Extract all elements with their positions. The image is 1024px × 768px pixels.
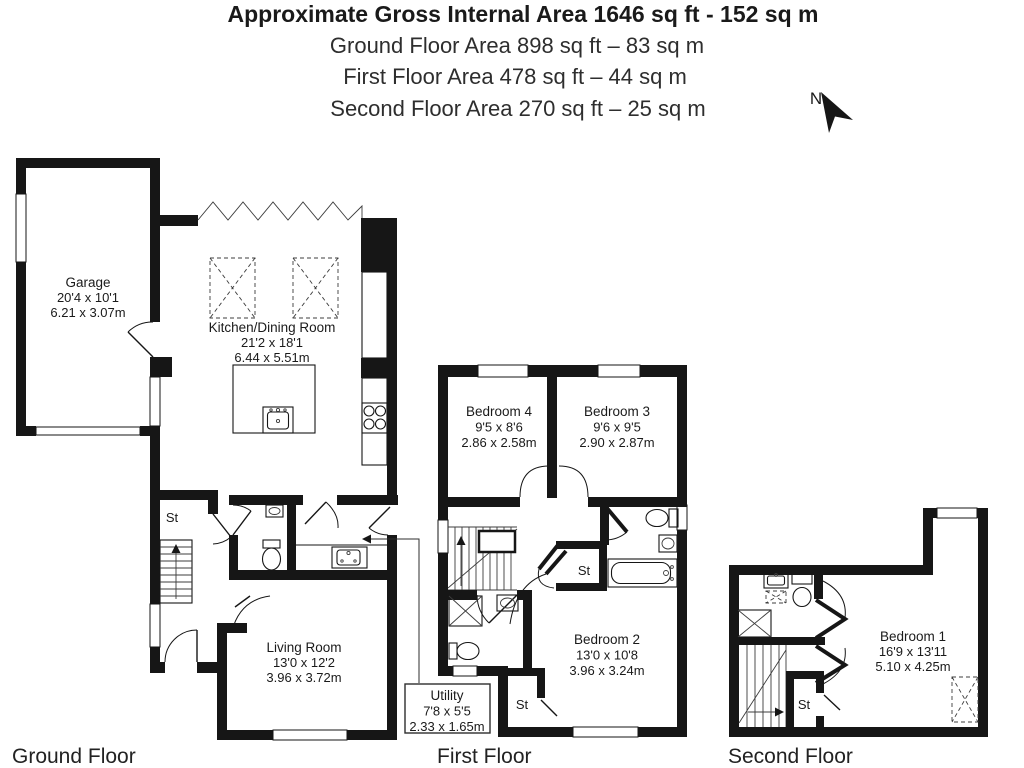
right-arrow-icon <box>775 708 784 717</box>
wall <box>816 671 824 693</box>
wall <box>588 497 687 507</box>
opening <box>150 377 160 426</box>
zigzag-opening <box>198 202 362 220</box>
wall <box>16 158 26 194</box>
door-arc <box>559 466 588 497</box>
sink-icon <box>659 535 677 552</box>
wall <box>361 358 397 378</box>
room-dim-metric: 3.96 x 3.24m <box>569 663 645 678</box>
north-indicator <box>810 89 853 133</box>
wall <box>150 436 160 497</box>
wall <box>923 508 937 518</box>
rooflight <box>952 677 978 722</box>
wall <box>498 666 508 737</box>
wall <box>729 727 988 737</box>
room-dim-metric: 6.44 x 5.51m <box>234 350 310 365</box>
door-leaf <box>213 514 231 537</box>
stairwell-void <box>479 531 515 552</box>
room-name: Bedroom 1 <box>879 629 947 644</box>
wall <box>337 495 398 505</box>
sink-icon <box>764 573 788 588</box>
wall <box>208 500 218 514</box>
up-arrow-icon <box>457 536 466 545</box>
wall <box>816 716 824 737</box>
room-name: Bedroom 4 <box>465 404 533 419</box>
door-arc <box>606 532 627 540</box>
door-arc <box>128 322 153 332</box>
toilet-icon <box>449 643 479 660</box>
first-floor-plan <box>405 365 687 768</box>
wall <box>814 575 823 599</box>
wall <box>150 357 172 377</box>
shower-icon <box>738 610 771 637</box>
wall <box>547 377 557 498</box>
toilet-icon <box>646 509 678 527</box>
wall <box>438 553 448 676</box>
room-dim-metric: 2.86 x 2.58m <box>461 435 537 450</box>
wall <box>786 671 794 737</box>
room-dim-imperial: 21'2 x 18'1 <box>240 335 304 350</box>
door-leaf <box>824 695 840 710</box>
store-label: St <box>797 697 811 712</box>
room-name: Living Room <box>266 640 342 655</box>
room-dim-imperial: 9'5 x 8'6 <box>475 419 523 435</box>
first-floor-caption: First Floor <box>437 745 532 768</box>
room-name: Utility <box>430 688 464 703</box>
area-line-ground: Ground Floor Area 898 sq ft – 83 sq m <box>329 33 705 58</box>
wall <box>347 730 397 740</box>
wall <box>140 426 160 436</box>
room-dim-metric: 3.96 x 3.72m <box>266 670 342 685</box>
left-arrow-icon <box>362 535 371 544</box>
north-arrow-icon <box>821 92 853 133</box>
door-arc <box>213 537 231 544</box>
store-label: St <box>577 563 591 578</box>
garage-label <box>50 275 125 320</box>
wall <box>556 583 607 591</box>
wall <box>387 272 397 505</box>
wall <box>16 262 26 436</box>
room-dim-imperial: 20'4 x 10'1 <box>56 290 120 305</box>
kitchen-label <box>209 320 336 365</box>
wall <box>729 637 825 645</box>
hob-icon <box>362 403 387 433</box>
wall <box>16 158 160 168</box>
wall <box>150 490 218 500</box>
bedroom3-label <box>579 404 654 450</box>
window <box>453 666 477 676</box>
area-line-first: First Floor Area 478 sq ft – 44 sq m <box>343 64 687 89</box>
wall <box>217 623 227 740</box>
room-dim-metric: 2.33 x 1.65m <box>409 719 485 734</box>
door-arc <box>369 528 388 535</box>
room-dim-metric: 6.21 x 3.07m <box>50 305 126 320</box>
wall <box>528 365 598 377</box>
north-label: N <box>809 89 823 108</box>
kitchen-island <box>233 365 315 433</box>
wall <box>978 508 988 737</box>
window <box>573 727 638 737</box>
door-arc <box>233 505 251 511</box>
room-dim-imperial: 13'0 x 12'2 <box>272 655 336 670</box>
room-name: Bedroom 2 <box>573 632 641 647</box>
door-leaf <box>369 507 390 528</box>
wall <box>229 535 238 570</box>
appliance-dashed <box>766 591 786 603</box>
door-leaf <box>606 507 627 532</box>
kitchen-counter <box>362 378 387 465</box>
second-floor-plan <box>728 508 988 768</box>
up-arrow-icon <box>172 544 181 553</box>
wall <box>498 727 573 737</box>
wall <box>438 497 520 507</box>
wall <box>150 497 160 604</box>
room-dim-imperial: 9'6 x 9'5 <box>593 419 641 435</box>
plan-title: Approximate Gross Internal Area 1646 sq ft - 152 sq m <box>227 1 819 27</box>
ground-floor-caption: Ground Floor <box>12 745 136 768</box>
header <box>228 1 819 121</box>
wall <box>16 426 36 436</box>
window <box>598 365 640 377</box>
ground-floor-plan <box>12 158 419 768</box>
stairs <box>739 645 786 727</box>
door-leaf <box>305 502 326 524</box>
bedroom4-label <box>461 404 536 450</box>
door-leaf <box>233 511 251 535</box>
room-dim-metric: 5.10 x 4.25m <box>875 659 951 674</box>
wall <box>523 592 532 670</box>
bath-icon <box>608 559 677 587</box>
door-leaf <box>541 700 557 716</box>
room-dim-imperial: 13'0 x 10'8 <box>575 647 639 663</box>
store-label: St <box>515 697 529 712</box>
window <box>273 730 347 740</box>
window <box>438 520 448 553</box>
window <box>478 365 528 377</box>
wall <box>150 662 165 673</box>
door-leaf <box>816 600 845 638</box>
stairs <box>448 527 517 590</box>
wall <box>438 365 448 520</box>
wall <box>729 565 933 575</box>
wall <box>923 508 933 575</box>
garage-door <box>36 427 140 435</box>
room-name: Kitchen/Dining Room <box>208 320 336 335</box>
wall <box>677 530 687 737</box>
window <box>937 508 977 518</box>
wall <box>677 365 687 505</box>
door-arc <box>520 466 549 497</box>
second-floor-caption: Second Floor <box>728 745 853 768</box>
wall <box>160 215 198 226</box>
sink-icon <box>266 505 283 517</box>
living-room-label <box>266 640 341 685</box>
bedroom1-label <box>875 629 950 674</box>
wall <box>217 730 273 740</box>
door-arc <box>326 502 338 528</box>
room-dim-metric: 2.90 x 2.87m <box>579 435 655 450</box>
wall <box>361 218 397 272</box>
wall <box>287 505 296 570</box>
wall <box>387 535 397 740</box>
room-dim-imperial: 16'9 x 13'11 <box>878 644 948 659</box>
bedroom2-label <box>569 632 644 678</box>
kitchen-counter <box>362 272 387 358</box>
wall <box>600 507 609 545</box>
sink-icon <box>332 547 367 568</box>
shower-icon <box>449 596 482 626</box>
door-leaf <box>128 332 153 357</box>
room-name: Garage <box>65 275 111 290</box>
window <box>150 604 160 647</box>
toilet-icon <box>792 574 812 607</box>
room-dim-imperial: 7'8 x 5'5 <box>423 703 471 719</box>
rooflight <box>293 258 338 318</box>
window <box>16 194 26 262</box>
wall <box>229 570 397 580</box>
wall <box>150 158 160 322</box>
wall <box>537 668 545 698</box>
wall <box>197 662 217 673</box>
rooflight <box>210 258 255 318</box>
wall <box>729 565 739 737</box>
room-name: Bedroom 3 <box>583 404 651 419</box>
wall <box>438 666 453 676</box>
door-arc <box>165 630 197 662</box>
wall <box>229 495 303 505</box>
stairs <box>160 540 192 603</box>
sink-icon <box>263 407 293 433</box>
toilet-icon <box>263 540 281 570</box>
area-line-second: Second Floor Area 270 sq ft – 25 sq m <box>330 96 706 121</box>
store-label: St <box>165 510 179 525</box>
